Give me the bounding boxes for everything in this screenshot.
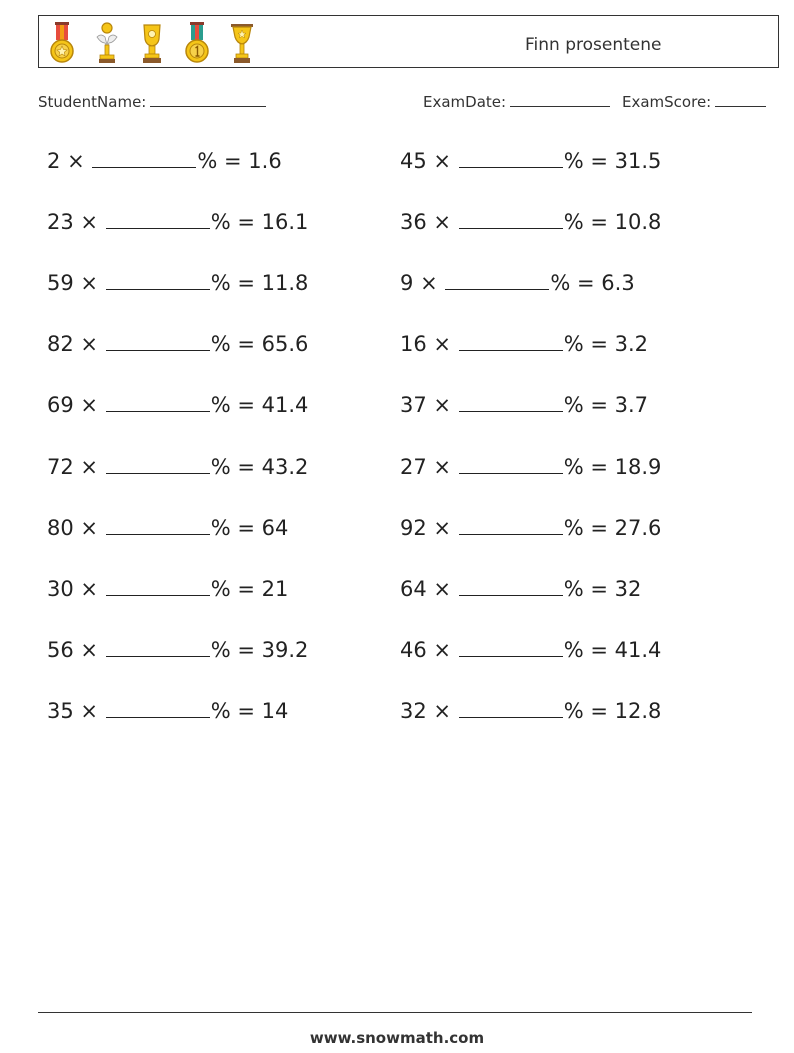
problem-number: 32 xyxy=(400,698,427,723)
percent-equals: % = xyxy=(210,332,255,357)
percent-equals: % = xyxy=(563,576,608,601)
answer-blank[interactable] xyxy=(459,152,563,168)
answer-blank[interactable] xyxy=(459,458,563,474)
student-name-label: StudentName: xyxy=(38,93,147,111)
answer-blank[interactable] xyxy=(445,274,549,290)
exam-score-field[interactable] xyxy=(622,93,766,111)
percent-equals: % = xyxy=(563,393,608,418)
problem-number: 27 xyxy=(400,454,427,479)
problem-result: 18.9 xyxy=(614,454,662,479)
percent-equals: % = xyxy=(210,210,255,235)
multiply-sign: × xyxy=(420,271,438,296)
percent-equals: % = xyxy=(197,149,242,173)
percent-equals: % = xyxy=(210,637,255,662)
answer-blank[interactable] xyxy=(106,396,210,412)
medal-number-one-icon xyxy=(184,21,210,65)
percent-equals: % = xyxy=(210,576,255,601)
problem-result: 10.8 xyxy=(614,210,662,235)
problem-result: 16.1 xyxy=(261,210,309,235)
award-icons xyxy=(49,20,274,66)
medal-star-icon xyxy=(49,21,75,65)
answer-blank[interactable] xyxy=(106,274,210,290)
problem-number: 69 xyxy=(47,393,74,418)
problem-item xyxy=(47,516,288,540)
percent-equals: % = xyxy=(563,332,608,357)
exam-score-blank[interactable] xyxy=(715,93,766,107)
multiply-sign: × xyxy=(80,515,99,540)
multiply-sign: × xyxy=(433,637,452,662)
percent-equals: % = xyxy=(550,271,595,296)
trophy-star-icon xyxy=(229,21,255,65)
problem-item xyxy=(47,393,308,417)
problem-result: 11.8 xyxy=(261,271,309,296)
multiply-sign: × xyxy=(433,149,452,173)
problem-result: 32 xyxy=(614,576,642,601)
answer-blank[interactable] xyxy=(459,213,563,229)
problem-number: 92 xyxy=(400,515,427,540)
exam-date-label: ExamDate: xyxy=(423,93,507,111)
problem-number: 16 xyxy=(400,332,427,357)
problem-item xyxy=(47,210,308,234)
answer-blank[interactable] xyxy=(459,396,563,412)
problem-number: 2 xyxy=(47,149,61,173)
problem-item xyxy=(400,455,661,479)
problem-result: 65.6 xyxy=(261,332,309,357)
problem-number: 46 xyxy=(400,637,427,662)
answer-blank[interactable] xyxy=(106,458,210,474)
problem-number: 59 xyxy=(47,271,74,296)
problem-result: 3.7 xyxy=(614,393,649,418)
problem-item xyxy=(47,332,308,356)
percent-equals: % = xyxy=(210,393,255,418)
student-name-blank[interactable] xyxy=(150,93,266,107)
percent-equals: % = xyxy=(210,454,255,479)
multiply-sign: × xyxy=(433,515,452,540)
multiply-sign: × xyxy=(433,454,452,479)
problem-result: 43.2 xyxy=(261,454,309,479)
problem-item xyxy=(47,638,308,662)
problem-result: 64 xyxy=(261,515,289,540)
footer-divider xyxy=(38,1012,752,1013)
answer-blank[interactable] xyxy=(106,580,210,596)
problem-number: 56 xyxy=(47,637,74,662)
multiply-sign: × xyxy=(80,210,99,235)
answer-blank[interactable] xyxy=(106,641,210,657)
answer-blank[interactable] xyxy=(459,641,563,657)
multiply-sign: × xyxy=(433,576,452,601)
footer-url: www.snowmath.com xyxy=(309,1029,485,1047)
problem-number: 45 xyxy=(400,149,427,173)
percent-equals: % = xyxy=(563,149,608,173)
problem-result: 12.8 xyxy=(614,698,662,723)
problem-item xyxy=(47,699,288,723)
problem-number: 35 xyxy=(47,698,74,723)
trophy-ribbon-icon xyxy=(94,21,120,65)
percent-equals: % = xyxy=(563,637,608,662)
problem-item xyxy=(400,577,641,601)
problem-item xyxy=(400,638,661,662)
problem-item xyxy=(400,271,635,295)
problem-result: 1.6 xyxy=(248,149,282,173)
problem-item xyxy=(47,455,308,479)
answer-blank[interactable] xyxy=(92,152,196,168)
problem-number: 82 xyxy=(47,332,74,357)
worksheet-title: Finn prosentene xyxy=(525,35,662,55)
answer-blank[interactable] xyxy=(106,213,210,229)
problem-item xyxy=(47,149,282,173)
problem-result: 41.4 xyxy=(614,637,662,662)
multiply-sign: × xyxy=(433,210,452,235)
answer-blank[interactable] xyxy=(459,335,563,351)
answer-blank[interactable] xyxy=(106,335,210,351)
problem-number: 23 xyxy=(47,210,74,235)
problem-result: 6.3 xyxy=(601,271,635,296)
multiply-sign: × xyxy=(80,637,99,662)
multiply-sign: × xyxy=(80,271,99,296)
problem-number: 64 xyxy=(400,576,427,601)
multiply-sign: × xyxy=(80,393,99,418)
answer-blank[interactable] xyxy=(106,519,210,535)
problem-number: 80 xyxy=(47,515,74,540)
problem-item xyxy=(400,699,661,723)
multiply-sign: × xyxy=(80,454,99,479)
answer-blank[interactable] xyxy=(459,702,563,718)
percent-equals: % = xyxy=(563,515,608,540)
multiply-sign: × xyxy=(433,393,452,418)
answer-blank[interactable] xyxy=(459,519,563,535)
answer-blank[interactable] xyxy=(459,580,563,596)
multiply-sign: × xyxy=(433,698,452,723)
problem-result: 14 xyxy=(261,698,289,723)
exam-score-label: ExamScore: xyxy=(622,93,712,111)
percent-equals: % = xyxy=(210,698,255,723)
percent-equals: % = xyxy=(210,515,255,540)
problem-item xyxy=(400,210,661,234)
answer-blank[interactable] xyxy=(106,702,210,718)
multiply-sign: × xyxy=(80,576,99,601)
percent-equals: % = xyxy=(563,454,608,479)
problem-number: 30 xyxy=(47,576,74,601)
multiply-sign: × xyxy=(80,698,99,723)
problem-item xyxy=(47,271,308,295)
problem-result: 39.2 xyxy=(261,637,309,662)
problem-item xyxy=(400,332,648,356)
exam-date-blank[interactable] xyxy=(510,93,610,107)
percent-equals: % = xyxy=(563,210,608,235)
problem-result: 27.6 xyxy=(614,515,662,540)
problem-result: 41.4 xyxy=(261,393,309,418)
student-name-field[interactable] xyxy=(38,93,266,111)
problem-number: 37 xyxy=(400,393,427,418)
exam-date-field[interactable] xyxy=(423,93,610,111)
problem-item xyxy=(47,577,288,601)
problem-item xyxy=(400,393,648,417)
problem-result: 21 xyxy=(261,576,289,601)
percent-equals: % = xyxy=(563,698,608,723)
problem-number: 72 xyxy=(47,454,74,479)
header-box xyxy=(38,15,779,68)
problem-item xyxy=(400,149,661,173)
multiply-sign: × xyxy=(80,332,99,357)
problem-number: 9 xyxy=(400,271,414,296)
multiply-sign: × xyxy=(433,332,452,357)
problem-result: 3.2 xyxy=(614,332,649,357)
trophy-cup-icon xyxy=(139,21,165,65)
problem-number: 36 xyxy=(400,210,427,235)
percent-equals: % = xyxy=(210,271,255,296)
problem-item xyxy=(400,516,661,540)
multiply-sign: × xyxy=(67,149,85,173)
problem-result: 31.5 xyxy=(614,149,662,173)
